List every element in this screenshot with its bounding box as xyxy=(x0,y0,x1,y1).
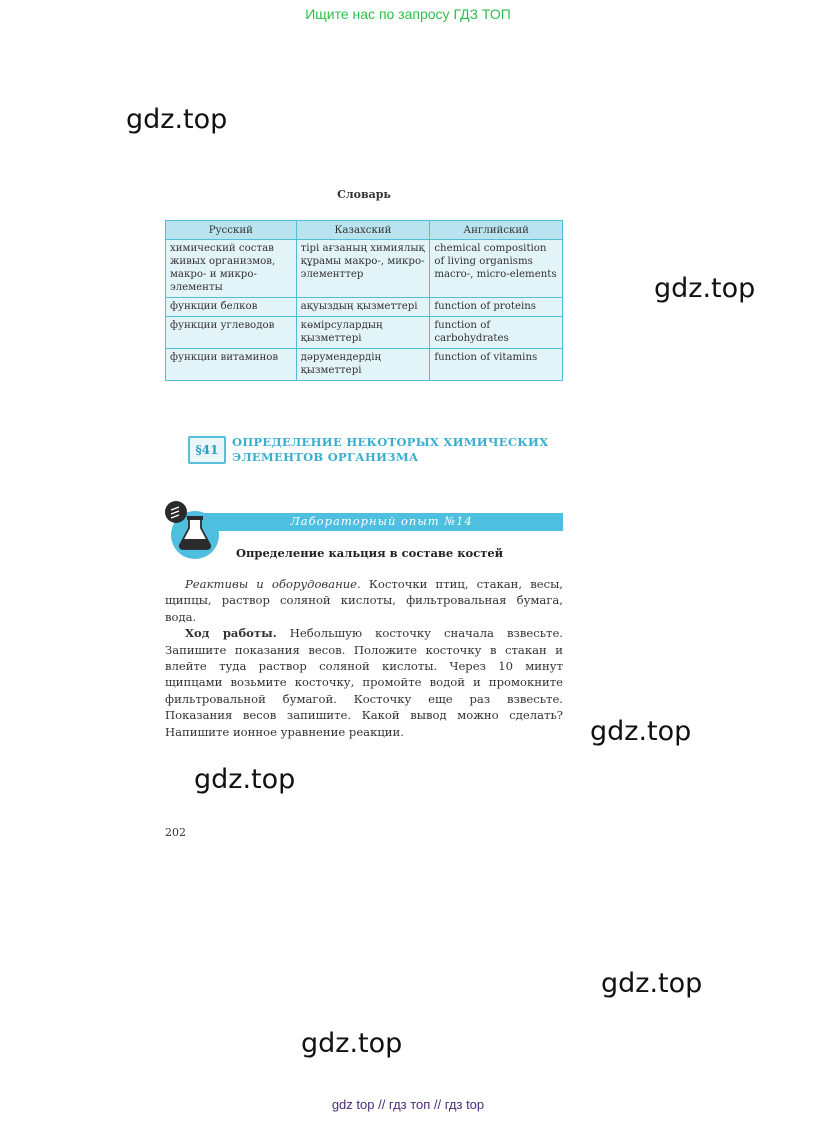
top-banner: Ищите нас по запросу ГДЗ ТОП xyxy=(305,6,511,22)
lab-flask-icon xyxy=(163,499,223,561)
table-row xyxy=(166,317,563,349)
footer-links[interactable]: gdz top // гдз топ // гдз top xyxy=(331,1097,485,1112)
table-row xyxy=(166,240,563,298)
table-cell: тірі ағзаның химиялық құрамы макро-, микро-элементтер xyxy=(296,240,430,298)
table-cell: функции витаминов xyxy=(166,349,297,381)
watermark: gdz.top xyxy=(301,1028,403,1059)
table-cell: ақуыздың қызметтері xyxy=(296,298,430,317)
column-header-kazakh: Казахский xyxy=(296,221,430,240)
section-title: ОПРЕДЕЛЕНИЕ НЕКОТОРЫХ ХИМИЧЕСКИХ ЭЛЕМЕНТОВ ОРГАНИЗМА xyxy=(232,435,549,464)
table-cell: chemical composition of living organisms macro-, micro-elements xyxy=(430,240,563,298)
lab-heading: Лабораторный опыт №14 xyxy=(290,514,473,528)
watermark: gdz.top xyxy=(590,716,692,747)
column-header-russian: Русский xyxy=(166,221,297,240)
page-number: 202 xyxy=(165,826,186,839)
table-cell: көмірсулардың қызметтері xyxy=(296,317,430,349)
reagents-text: Косточки птиц, стакан, весы, щипцы, раствор соляной кислоты, фильтровальная бумага, вода. xyxy=(165,577,563,624)
dictionary-table xyxy=(165,220,563,381)
watermark: gdz.top xyxy=(126,104,228,135)
watermark: gdz.top xyxy=(601,968,703,999)
table-row xyxy=(166,349,563,381)
lab-subtitle: Определение кальция в составе костей xyxy=(236,546,504,560)
table-cell: function of carbohydrates xyxy=(430,317,563,349)
table-header-row xyxy=(166,221,563,240)
procedure-text: Небольшую косточку сначала взвесьте. Запишите показания весов. Положите косточку в стакан и влейте туда раствор соляной кислоты. Через 10 минут щипцами возьмите косточку, промойте водой и промокните фильтровальной бумагой. Косточку еще раз взвесьте. Показания весов запишите. Какой вывод можно сделать? Напишите ионное уравнение реакции. xyxy=(165,626,563,739)
table-cell: function of vitamins xyxy=(430,349,563,381)
table-cell: функции белков xyxy=(166,298,297,317)
reagents-paragraph xyxy=(165,576,563,625)
procedure-label: Ход работы. xyxy=(185,626,277,641)
table-cell: function of proteins xyxy=(430,298,563,317)
lab-body-text xyxy=(165,576,563,740)
column-header-english: Английский xyxy=(430,221,563,240)
dictionary-title: Словарь xyxy=(337,188,391,201)
table-cell: химический состав живых организмов, макро- и микро-элементы xyxy=(166,240,297,298)
table-cell: дәрумендердің қызметтері xyxy=(296,349,430,381)
reagents-label: Реактивы и оборудование. xyxy=(185,577,361,591)
table-row xyxy=(166,298,563,317)
watermark: gdz.top xyxy=(194,764,296,795)
procedure-paragraph xyxy=(165,625,563,740)
table-cell: функции углеводов xyxy=(166,317,297,349)
section-number-badge: §41 xyxy=(188,436,226,464)
watermark: gdz.top xyxy=(654,273,756,304)
